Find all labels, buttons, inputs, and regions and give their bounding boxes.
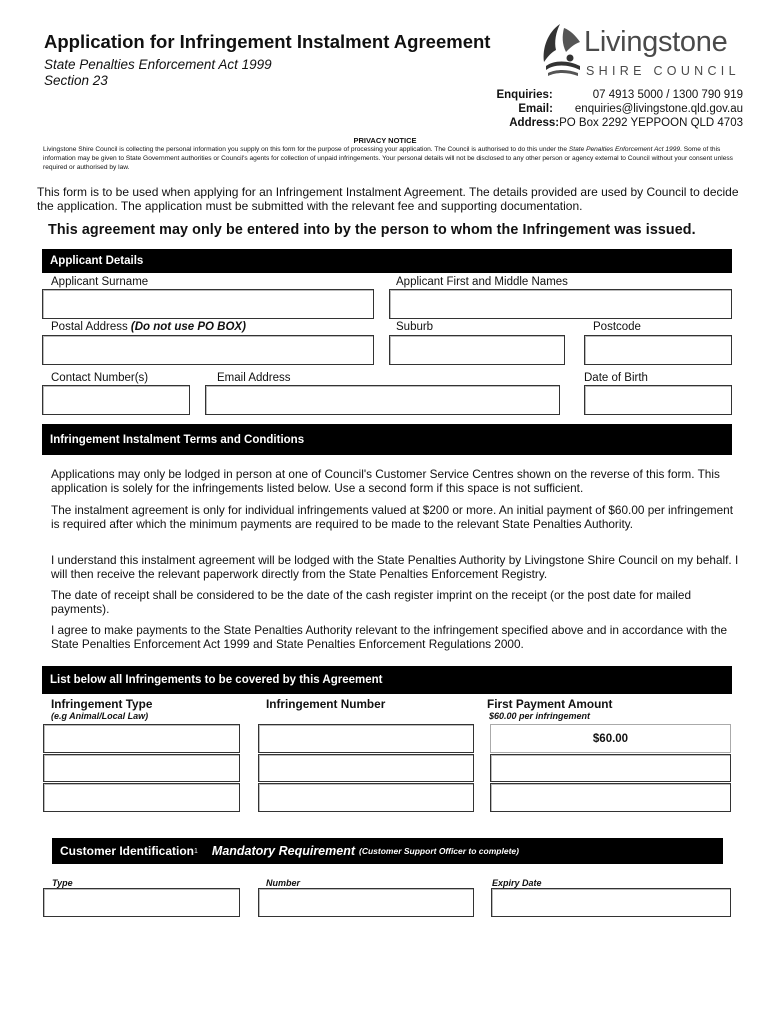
postal-address-text: Postal Address (51, 321, 131, 333)
first-names-field[interactable] (389, 289, 732, 319)
infringement-number-field-3[interactable] (258, 783, 474, 812)
col-type-label: Infringement Type (51, 697, 153, 711)
surname-label: Applicant Surname (51, 276, 149, 288)
dob-label: Date of Birth (584, 372, 648, 384)
customer-identification-header (52, 838, 723, 864)
act-reference (44, 57, 272, 89)
logo-wordmark: Livingstone (584, 26, 728, 58)
infringement-type-field-1[interactable] (43, 724, 240, 753)
infringement-number-field-2[interactable] (258, 754, 474, 782)
identification-title: Customer Identification (60, 844, 195, 858)
privacy-act: State Penalties Enforcement Act 1999 (568, 146, 681, 153)
infringement-type-field-3[interactable] (43, 783, 240, 812)
postal-address-label (51, 321, 246, 333)
eligibility-warning: This agreement may only be entered into by the person to whom the Infringement was issued. (48, 222, 696, 238)
logo-subtext: SHIRE COUNCIL (586, 64, 740, 78)
infringement-type-field-2[interactable] (43, 754, 240, 782)
email-label: Email: (518, 103, 553, 115)
privacy-notice (43, 145, 743, 172)
address-label: Address: (509, 117, 560, 129)
contact-block (496, 88, 743, 130)
applicant-details-header: Applicant Details (42, 249, 732, 273)
payment-amount-field-1 (490, 724, 731, 753)
email-address-label: Email Address (217, 372, 291, 384)
identification-footnote-marker: 1 (194, 847, 198, 855)
suburb-field[interactable] (389, 335, 565, 365)
id-expiry-label: Expiry Date (492, 878, 542, 888)
col-number-label: Infringement Number (266, 697, 386, 711)
act-name: State Penalties Enforcement Act 1999 (44, 57, 272, 72)
postcode-field[interactable] (584, 335, 732, 365)
terms-paragraph-2: The instalment agreement is only for individual infringements valued at $200 or more. An initial payment of $60.00 per infringement is required after which the minimum payments are required to be made to the relevant State Penalties Authority. (51, 503, 733, 531)
terms-header: Infringement Instalment Terms and Conditions (42, 424, 732, 455)
mandatory-requirement: Mandatory Requirement (211, 844, 356, 858)
id-type-field[interactable] (43, 888, 240, 917)
first-names-label: Applicant First and Middle Names (396, 276, 568, 288)
terms-paragraph-3: I understand this instalment agreement will be lodged with the State Penalties Authority by Livingstone Shire Council on my behalf. I will then receive the relevant paperwork directly from the State Penalties Enforcement Registry. (51, 553, 739, 581)
act-section: Section 23 (44, 73, 108, 88)
payment-amount-field-3[interactable] (490, 783, 731, 812)
id-expiry-field[interactable] (491, 888, 731, 917)
infringement-number-field-1[interactable] (258, 724, 474, 753)
email-value: enquiries@livingstone.qld.gov.au (574, 103, 743, 115)
col-payment-label: First Payment Amount (487, 697, 613, 711)
terms-paragraph-5: I agree to make payments to the State Penalties Authority relevant to the infringement specified above and in accordance with the State Penalties Enforcement Act 1999 and State Penalties Enforcement Regulations 2000. (51, 623, 728, 651)
officer-note: (Customer Support Officer to complete) (359, 846, 519, 856)
form-title: Application for Infringement Instalment Agreement (44, 31, 491, 52)
col-payment-note: $60.00 per infringement (489, 711, 591, 721)
privacy-text-2: . Some of this information may be given to State Government authorities or Council's agents for collection of unpaid infringements. Your personal details will not be disclosed to any other person or agency external to Council without your consent unless required or authorised by law. (43, 146, 733, 171)
postal-address-note: (Do not use PO BOX) (130, 321, 246, 333)
enquiries-phone: 07 4913 5000 / 1300 790 919 (592, 89, 743, 101)
postcode-label: Postcode (593, 321, 641, 333)
postal-address-field[interactable] (42, 335, 374, 365)
contact-number-field[interactable] (42, 385, 190, 415)
council-logo-icon (540, 22, 584, 82)
id-number-field[interactable] (258, 888, 474, 917)
privacy-text-1: Livingstone Shire Council is collecting the personal information you supply on this form for the purpose of processing your application. The Council is authorised to do this under the (43, 146, 569, 153)
contact-number-label: Contact Number(s) (51, 372, 149, 384)
payment-amount-value: $60.00 (592, 732, 629, 745)
infringements-header: List below all Infringements to be covered by this Agreement (42, 666, 732, 694)
id-type-label: Type (52, 878, 73, 888)
terms-paragraph-4: The date of receipt shall be considered to be the date of the cash register imprint on the receipt (or the post date for mailed payments). (51, 588, 692, 616)
enquiries-label: Enquiries: (496, 89, 553, 101)
dob-field[interactable] (584, 385, 732, 415)
address-value: PO Box 2292 YEPPOON QLD 4703 (559, 117, 743, 129)
terms-paragraph-1: Applications may only be lodged in person at one of Council's Customer Service Centres shown on the reverse of this form. This application is solely for the infringements listed below. Use a second form if this space is not sufficient. (51, 467, 720, 495)
intro-text: This form is to be used when applying for an Infringement Instalment Agreement. The details provided are used by Council to decide the application. The application must be submitted with the relevant fee and supporting documentation. (37, 185, 739, 213)
privacy-heading: PRIVACY NOTICE (353, 136, 417, 145)
id-number-label: Number (266, 878, 301, 888)
surname-field[interactable] (42, 289, 374, 319)
col-type-example: (e.g Animal/Local Law) (51, 711, 149, 721)
suburb-label: Suburb (396, 321, 434, 333)
email-address-field[interactable] (205, 385, 560, 415)
payment-amount-field-2[interactable] (490, 754, 731, 782)
